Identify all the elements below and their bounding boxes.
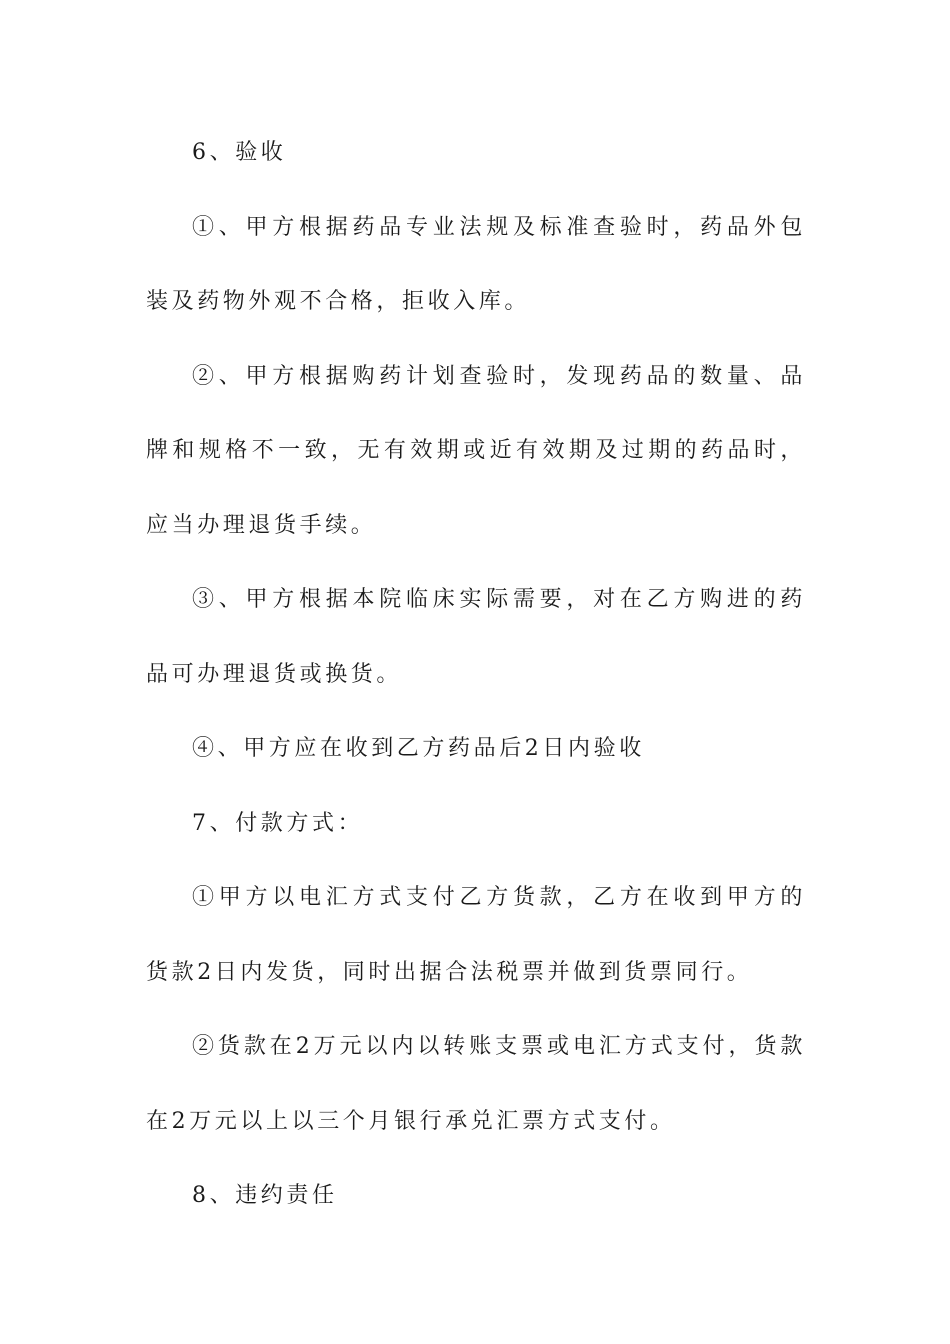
clause-acceptance-1: ①、甲方根据药品专业法规及标准查验时，药品外包装及药物外观不合格，拒收入库。 bbox=[146, 214, 806, 314]
section-heading-acceptance: 6、验收 bbox=[192, 140, 287, 165]
clause-acceptance-2: ②、甲方根据购药计划查验时，发现药品的数量、品牌和规格不一致，无有效期或近有效期及过期的药品时，应当办理退货手续。 bbox=[146, 363, 806, 538]
clause-payment-1: ①甲方以电汇方式支付乙方货款，乙方在收到甲方的货款2日内发货，同时出据合法税票并做到货票同行。 bbox=[146, 885, 806, 985]
section-heading-payment: 7、付款方式： bbox=[192, 810, 364, 836]
section-heading-liability: 8、违约责任 bbox=[192, 1183, 338, 1208]
clause-payment-2: ②货款在2万元以内以转账支票或电汇方式支付，货款在2万元以上以三个月银行承兑汇票方式支付。 bbox=[146, 1034, 806, 1134]
clause-acceptance-4: ④、甲方应在收到乙方药品后2日内验收 bbox=[192, 736, 645, 761]
clause-acceptance-3: ③、甲方根据本院临床实际需要，对在乙方购进的药品可办理退货或换货。 bbox=[146, 587, 806, 687]
document-body bbox=[146, 116, 806, 1234]
